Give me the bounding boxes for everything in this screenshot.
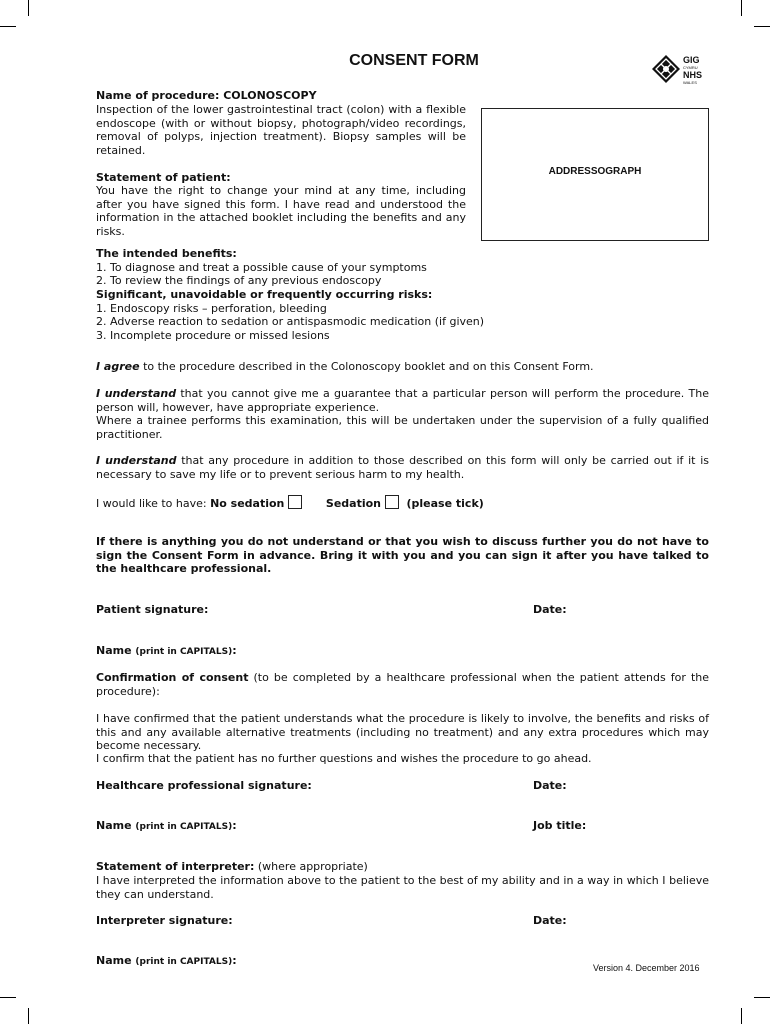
confirmation-heading: Confirmation of consent [96, 671, 249, 684]
nhs-wales-logo [651, 53, 711, 85]
understand-lead-1: I understand [96, 387, 177, 400]
logo-text-1: GIG [683, 55, 700, 65]
hcp-name-label [96, 819, 237, 835]
logo-icon [651, 53, 711, 85]
no-sedation-label: No sedation [210, 497, 285, 510]
agree-lead: I agree [96, 360, 140, 373]
procedure-heading: Name of procedure: COLONOSCOPY [96, 89, 317, 102]
sedation-label: Sedation [325, 497, 381, 510]
crop-mark [28, 0, 29, 16]
risk-item: 1. Endoscopy risks – perforation, bleeding [96, 302, 327, 315]
print-capitals-note: (print in CAPITALS) [135, 647, 233, 657]
hcp-date-label: Date: [533, 779, 567, 792]
understand-statement-1 [96, 387, 709, 414]
patient-date-label: Date: [533, 603, 567, 616]
benefits-heading: The intended benefits: [96, 247, 237, 260]
procedure-text: Inspection of the lower gastrointestinal tract (colon) with a flexible endoscope (with or without biopsy, photograph/video recordings, removal of polyps, injection treatment). Biopsy samples will be retained. [96, 103, 466, 157]
interpreter-text: I have interpreted the information above to the patient to the best of my ability and in a way in which I believe they can understand. [96, 874, 709, 901]
understand-statement-2 [96, 454, 709, 481]
interpreter-date-label: Date: [533, 914, 567, 927]
interpreter-name-label [96, 954, 237, 970]
logo-text-3: NHS [683, 70, 703, 80]
interpreter-heading: Statement of interpreter: [96, 860, 255, 873]
name-label: Name [96, 954, 132, 967]
benefit-item: 1. To diagnose and treat a possible cause of your symptoms [96, 261, 427, 274]
understand-lead-2: I understand [96, 454, 177, 467]
sedation-checkbox[interactable] [385, 495, 399, 509]
crop-mark [0, 26, 16, 27]
print-capitals-note: (print in CAPITALS) [135, 822, 233, 832]
page-title: CONSENT FORM [349, 52, 479, 69]
crop-mark [754, 26, 770, 27]
confirmation-text: (to be completed by a healthcare professional when the patient attends for the procedure): [96, 671, 710, 698]
agree-text: to the procedure described in the Colonoscopy booklet and on this Consent Form. [139, 360, 594, 373]
print-capitals-note: (print in CAPITALS) [135, 957, 233, 967]
patient-statement-text: You have the right to change your mind at any time, including after you have signed this form. I have read and understood the information in the attached booklet including the benefits and any risks. [96, 184, 466, 238]
patient-signature-label: Patient signature: [96, 603, 209, 616]
crop-mark [754, 997, 770, 998]
name-colon: : [232, 954, 237, 967]
patient-name-label [96, 644, 237, 660]
crop-mark [0, 997, 16, 998]
addressograph-label: ADDRESSOGRAPH [548, 166, 642, 177]
logo-text-4: WALES [683, 80, 697, 85]
risk-item: 2. Adverse reaction to sedation or antispasmodic medication (if given) [96, 315, 485, 328]
please-tick-label: (please tick) [406, 497, 484, 510]
crop-mark [741, 0, 742, 16]
job-title-label: Job title: [533, 819, 587, 832]
name-label: Name [96, 819, 132, 832]
understand-text-1: that you cannot give me a guarantee that a particular person will perform the procedure. The person will, however, have appropriate experience. [96, 387, 709, 414]
risks-heading: Significant, unavoidable or frequently occurring risks: [96, 288, 433, 301]
sedation-choice [96, 495, 711, 511]
name-colon: : [232, 819, 237, 832]
crop-mark [741, 1008, 742, 1024]
logo-text-2: CYMRU [683, 65, 698, 70]
hcp-signature-label: Healthcare professional signature: [96, 779, 312, 792]
agree-statement [96, 360, 711, 374]
confirmation-para-1: I have confirmed that the patient understands what the procedure is likely to involve, the benefits and risks of this and any available alternative treatments (including no treatment) and any extra procedures which may become necessary. [96, 712, 709, 752]
crop-mark [28, 1008, 29, 1024]
no-sedation-checkbox[interactable] [288, 495, 302, 509]
interpreter-statement [96, 860, 709, 874]
confirmation-para-2: I confirm that the patient has no further questions and wishes the procedure to go ahead. [96, 752, 592, 765]
patient-statement-heading: Statement of patient: [96, 171, 231, 184]
confirmation-statement [96, 671, 709, 698]
version-note: Version 4. December 2016 [593, 963, 700, 973]
addressograph-box [481, 108, 709, 241]
understand-text-2: that any procedure in addition to those described on this form will only be carried out if it is necessary to save my life or to prevent serious harm to my health. [96, 454, 710, 481]
name-label: Name [96, 644, 132, 657]
interpreter-signature-label: Interpreter signature: [96, 914, 233, 927]
benefit-item: 2. To review the findings of any previous endoscopy [96, 274, 382, 287]
notice-text: If there is anything you do not understand or that you wish to discuss further you do not have to sign the Consent Form in advance. Bring it with you and you can sign it after you have talked to the healthcare professional. [96, 535, 709, 575]
trainee-statement: Where a trainee performs this examination, this will be undertaken under the supervision of a fully qualified practitioner. [96, 414, 709, 441]
interpreter-suffix: (where appropriate) [254, 860, 368, 873]
risk-item: 3. Incomplete procedure or missed lesions [96, 329, 330, 342]
name-colon: : [232, 644, 237, 657]
sedation-prefix: I would like to have: [96, 497, 211, 510]
